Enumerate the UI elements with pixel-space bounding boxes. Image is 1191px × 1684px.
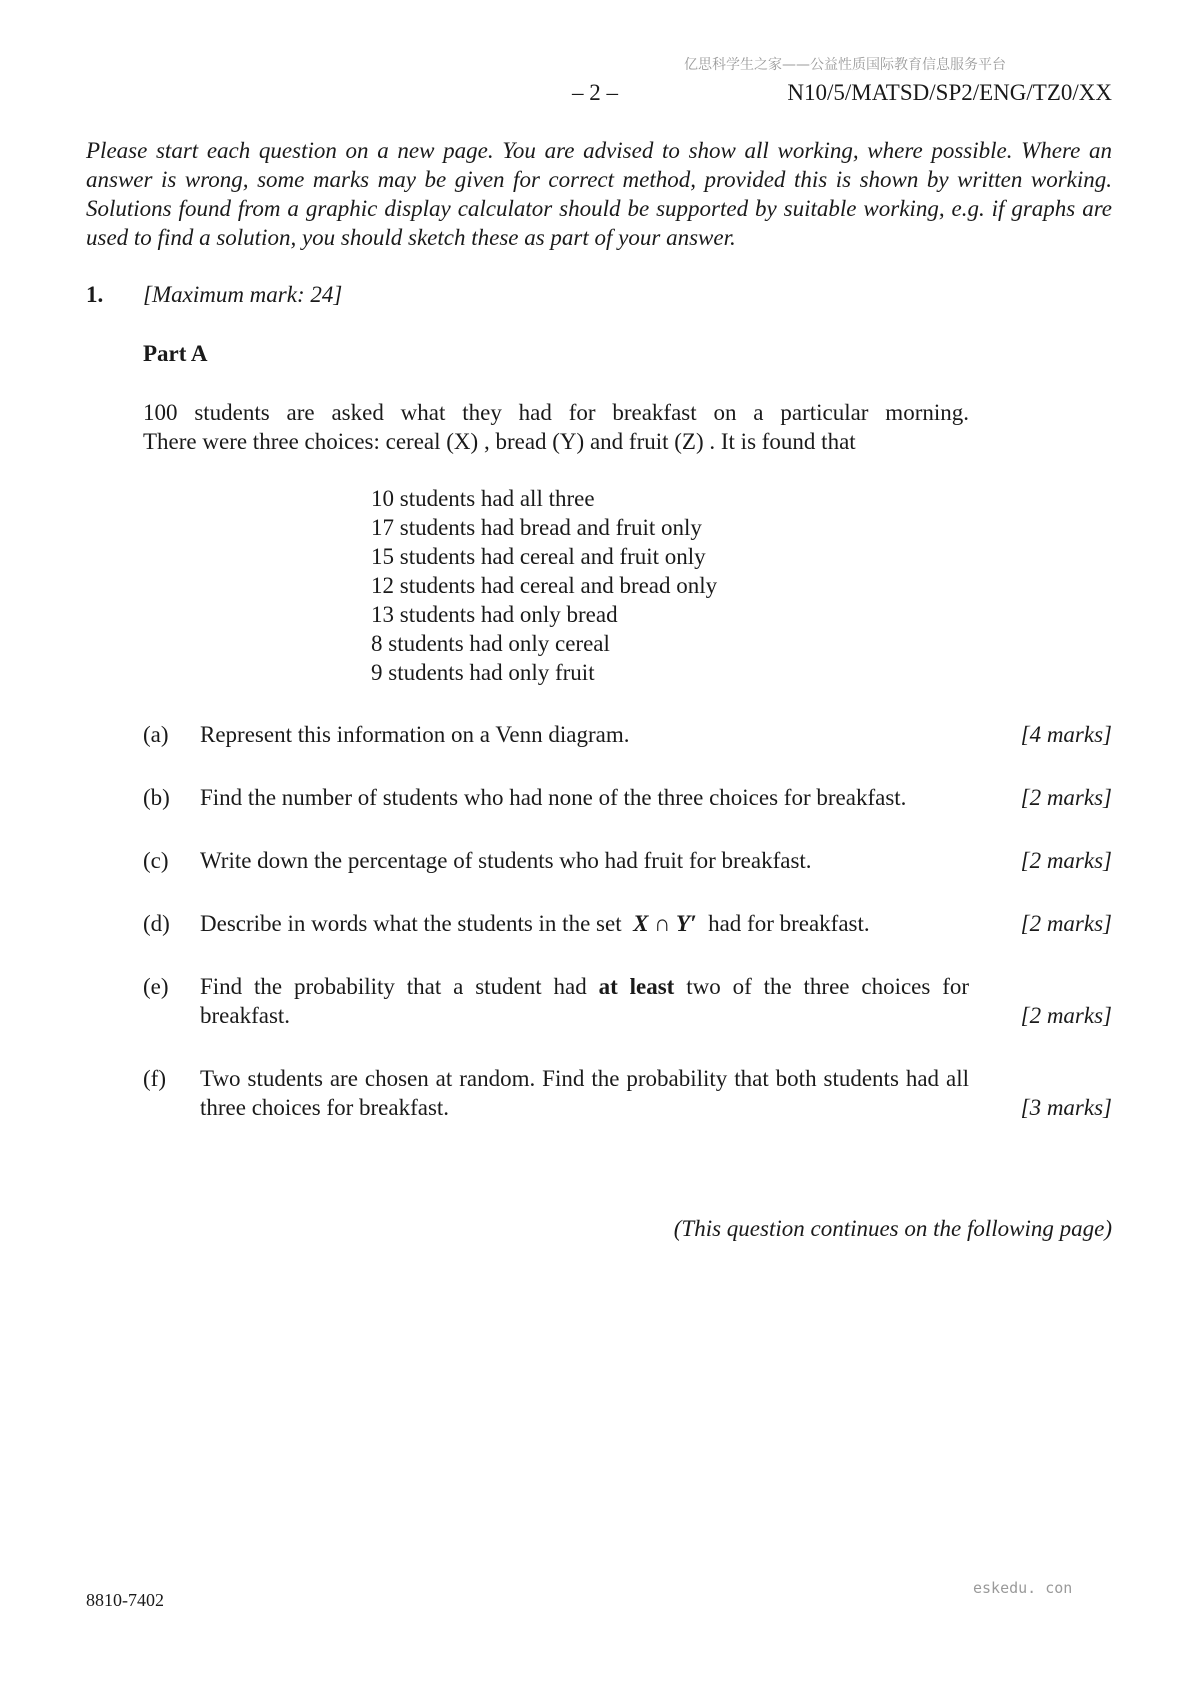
subquestion-label: (f) — [143, 1066, 166, 1091]
set-expression: X ∩ Y′ — [633, 911, 697, 936]
subquestion-marks: [2 marks] — [1020, 1003, 1112, 1028]
subquestion-text: Two students are chosen at random. Find the probability that both students had all three choices for breakfast. — [200, 1066, 969, 1120]
subquestion-text-before: Describe in words what the students in the set — [200, 911, 622, 936]
list-item: 17 students had bread and fruit only — [371, 515, 702, 540]
list-item: 9 students had only fruit — [371, 660, 595, 685]
continue-note: (This question continues on the following page) — [673, 1216, 1112, 1241]
part-title: Part A — [143, 341, 208, 366]
question-intro — [143, 398, 969, 456]
page-number: – 2 – — [572, 80, 618, 105]
footer-code: 8810-7402 — [86, 1590, 164, 1610]
subquestion-text: Find the number of students who had none of the three choices for breakfast. — [200, 785, 907, 810]
subquestion-label: (e) — [143, 974, 169, 999]
fact-list — [371, 484, 717, 687]
subquestion-text-after: two of the three choices for breakfast. — [200, 974, 970, 1028]
subquestion-label: (b) — [143, 785, 170, 810]
list-item: 10 students had all three — [371, 486, 595, 511]
subquestion-marks: [2 marks] — [1020, 785, 1112, 810]
watermark-footer: eskedu. con — [973, 1579, 1073, 1597]
watermark-header: 亿思科学生之家——公益性质国际教育信息服务平台 — [684, 57, 1006, 73]
exam-instructions: Please start each question on a new page. You are advised to show all working, where possible. Where an answer is wrong, some marks may be given for correct method, provided this is shown by written working. Solutions found from a graphic display calculator should be supported by suitable working, e.g. if graphs are used to find a solution, you should sketch these as part of your answer. — [86, 138, 1112, 250]
subquestion-a — [143, 720, 1112, 749]
subquestion-text: Write down the percentage of students who had fruit for breakfast. — [200, 848, 812, 873]
paper-code: N10/5/MATSD/SP2/ENG/TZ0/XX — [787, 80, 1112, 105]
question-max-mark: [Maximum mark: 24] — [143, 282, 343, 307]
subquestion-label: (c) — [143, 848, 169, 873]
subquestion-marks: [4 marks] — [1020, 722, 1112, 747]
subquestion-marks: [2 marks] — [1020, 848, 1112, 873]
subquestion-d — [143, 909, 1112, 938]
list-item: 13 students had only bread — [371, 602, 618, 627]
list-item: 15 students had cereal and fruit only — [371, 544, 706, 569]
list-item: 8 students had only cereal — [371, 631, 610, 656]
intro-line-1: 100 students are asked what they had for breakfast on a particular morning. — [143, 400, 969, 425]
emphasis-text: at least — [598, 974, 675, 999]
subquestion-label: (d) — [143, 911, 170, 936]
subquestion-c — [143, 846, 1112, 875]
question-number: 1. — [86, 282, 104, 307]
subquestion-marks: [3 marks] — [1020, 1095, 1112, 1120]
subquestion-f — [143, 1064, 1112, 1122]
list-item: 12 students had cereal and bread only — [371, 573, 718, 598]
subquestion-b — [143, 783, 1112, 812]
subquestion-marks: [2 marks] — [1020, 911, 1112, 936]
subquestion-text — [200, 909, 969, 938]
intro-line-2: There were three choices: cereal (X) , bread (Y) and fruit (Z) . It is found that — [143, 429, 856, 454]
subquestion-text-after: had for breakfast. — [708, 911, 870, 936]
subquestion-text — [200, 972, 969, 1030]
subquestion-e — [143, 972, 1112, 1030]
subquestion-text-before: Find the probability that a student had — [200, 974, 587, 999]
subquestion-label: (a) — [143, 722, 169, 747]
subquestion-text: Represent this information on a Venn diagram. — [200, 722, 630, 747]
